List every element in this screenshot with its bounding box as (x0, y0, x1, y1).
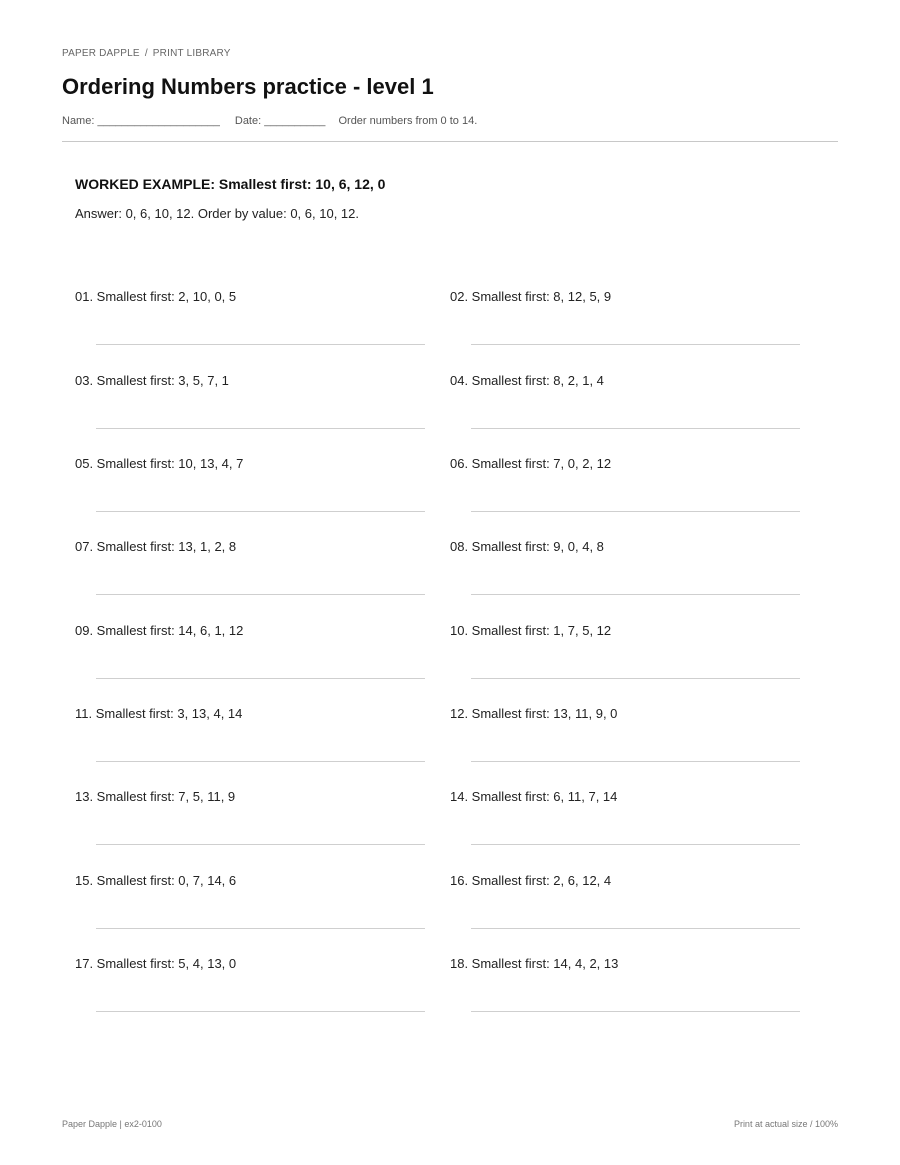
breadcrumb (62, 48, 231, 59)
answer-line[interactable] (471, 761, 800, 762)
answer-line[interactable] (96, 761, 425, 762)
problem-item (75, 789, 435, 859)
answer-line[interactable] (471, 511, 800, 512)
problem-item (450, 456, 810, 526)
problem-prompt: 05. Smallest first: 10, 13, 4, 7 (75, 456, 244, 471)
footer-id: Paper Dapple | ex2-0100 (62, 1119, 162, 1129)
answer-line[interactable] (471, 1011, 800, 1012)
header-divider (62, 141, 838, 142)
problem-item (75, 539, 435, 609)
answer-line[interactable] (471, 344, 800, 345)
problem-prompt: 02. Smallest first: 8, 12, 5, 9 (450, 289, 612, 304)
problem-item (75, 373, 435, 443)
answer-line[interactable] (96, 928, 425, 929)
problem-prompt: 16. Smallest first: 2, 6, 12, 4 (450, 873, 612, 888)
problem-prompt: 15. Smallest first: 0, 7, 14, 6 (75, 873, 237, 888)
answer-line[interactable] (471, 594, 800, 595)
page-title: Ordering Numbers practice - level 1 (62, 74, 434, 99)
breadcrumb-site[interactable]: PAPER DAPPLE (62, 48, 140, 59)
problem-prompt: 06. Smallest first: 7, 0, 2, 12 (450, 456, 612, 471)
problem-item (450, 873, 810, 943)
worked-example-title: WORKED EXAMPLE: Smallest first: 10, 6, 12, 0 (75, 176, 386, 192)
problem-prompt: 08. Smallest first: 9, 0, 4, 8 (450, 539, 604, 554)
problem-item (75, 873, 435, 943)
problem-prompt: 12. Smallest first: 13, 11, 9, 0 (450, 706, 618, 721)
answer-line[interactable] (471, 844, 800, 845)
breadcrumb-separator: / (144, 48, 148, 59)
problem-prompt: 11. Smallest first: 3, 13, 4, 14 (75, 706, 243, 721)
answer-line[interactable] (471, 428, 800, 429)
problem-prompt: 14. Smallest first: 6, 11, 7, 14 (450, 789, 618, 804)
problem-item (75, 956, 435, 1026)
answer-line[interactable] (96, 344, 425, 345)
problem-item (450, 623, 810, 693)
problem-item (450, 956, 810, 1026)
problem-item (75, 706, 435, 776)
answer-line[interactable] (96, 428, 425, 429)
problem-item (75, 289, 435, 359)
answer-line[interactable] (96, 1011, 425, 1012)
problem-prompt: 09. Smallest first: 14, 6, 1, 12 (75, 623, 244, 638)
problem-prompt: 18. Smallest first: 14, 4, 2, 13 (450, 956, 619, 971)
problem-item (450, 539, 810, 609)
answer-line[interactable] (96, 594, 425, 595)
date-field: Date: __________ (234, 115, 326, 127)
problem-prompt: 03. Smallest first: 3, 5, 7, 1 (75, 373, 229, 388)
worked-example-answer: Answer: 0, 6, 10, 12. Order by value: 0, 6, 10, 12. (75, 206, 359, 221)
answer-line[interactable] (96, 511, 425, 512)
problem-item (75, 456, 435, 526)
footer-print-note: Print at actual size / 100% (733, 1119, 838, 1129)
instructions-text: Order numbers from 0 to 14. (338, 115, 478, 127)
worksheet-meta (62, 115, 477, 127)
problem-prompt: 10. Smallest first: 1, 7, 5, 12 (450, 623, 612, 638)
answer-line[interactable] (471, 928, 800, 929)
problem-item (450, 706, 810, 776)
problem-item (450, 373, 810, 443)
problem-prompt: 04. Smallest first: 8, 2, 1, 4 (450, 373, 604, 388)
problem-prompt: 17. Smallest first: 5, 4, 13, 0 (75, 956, 237, 971)
problem-item (450, 789, 810, 859)
breadcrumb-section[interactable]: PRINT LIBRARY (152, 48, 231, 59)
name-field: Name: ____________________ (62, 115, 220, 127)
problem-item (450, 289, 810, 359)
problem-prompt: 01. Smallest first: 2, 10, 0, 5 (75, 289, 237, 304)
answer-line[interactable] (96, 844, 425, 845)
problem-item (75, 623, 435, 693)
problem-prompt: 07. Smallest first: 13, 1, 2, 8 (75, 539, 237, 554)
answer-line[interactable] (471, 678, 800, 679)
answer-line[interactable] (96, 678, 425, 679)
problem-prompt: 13. Smallest first: 7, 5, 11, 9 (75, 789, 236, 804)
